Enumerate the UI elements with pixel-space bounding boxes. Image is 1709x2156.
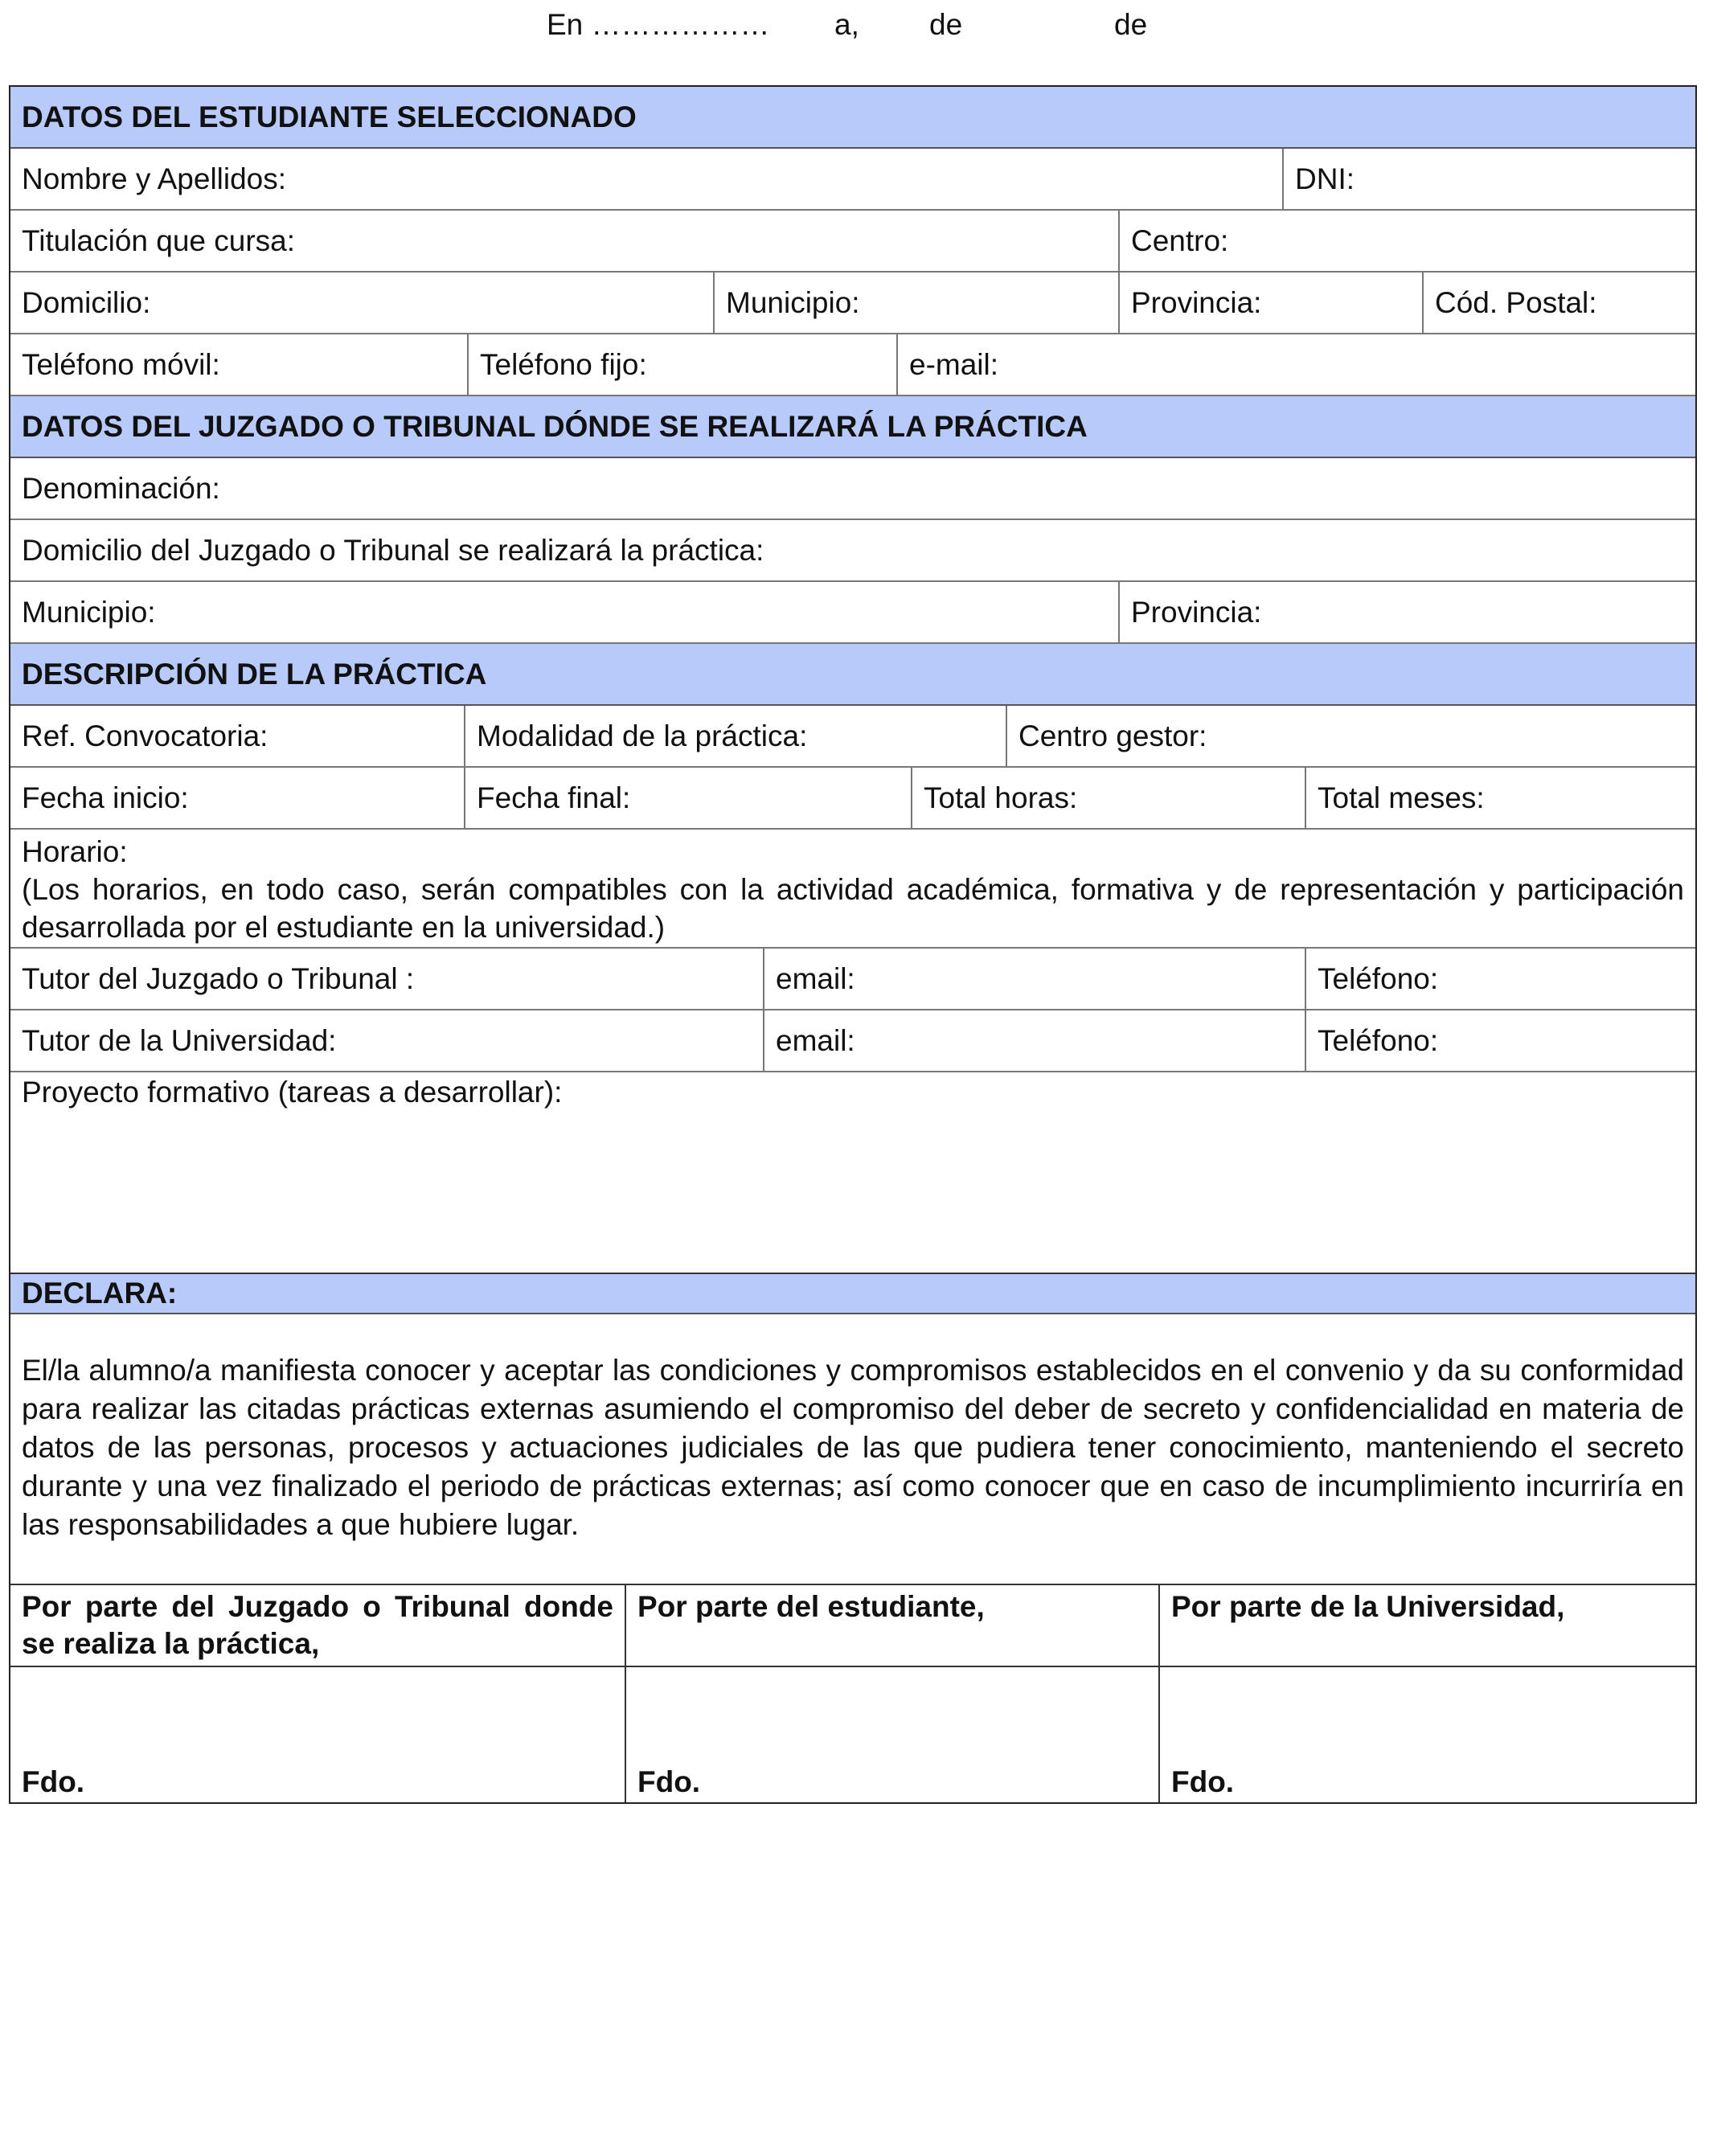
practice-modality-field[interactable]: Modalidad de la práctica: (465, 706, 1007, 766)
signature-header-row (10, 1585, 1695, 1667)
practice-project-label: Proyecto formativo (tareas a desarrollar): (22, 1076, 563, 1109)
practice-schedule-field[interactable] (10, 830, 1695, 949)
practice-schedule-label: Horario: (22, 835, 128, 868)
signature-student-box[interactable] (626, 1667, 1160, 1802)
student-dni-field[interactable]: DNI: (1295, 162, 1354, 195)
student-center-field[interactable]: Centro: (1131, 223, 1229, 257)
uni-tutor-field[interactable]: Tutor de la Universidad: (10, 1010, 764, 1071)
signature-court-fdo: Fdo. (22, 1765, 85, 1798)
signature-student-fdo: Fdo. (637, 1765, 701, 1798)
court-municipality-field[interactable]: Municipio: (10, 582, 1120, 642)
signature-university-title: Por parte de la Universidad, (1171, 1590, 1565, 1623)
uni-tutor-email-field[interactable]: email: (764, 1010, 1306, 1071)
court-address-field[interactable]: Domicilio del Juzgado o Tribunal se realizará la práctica: (22, 533, 764, 567)
student-address-field[interactable]: Domicilio: (10, 273, 715, 333)
declaration-block (10, 1314, 1695, 1585)
practice-start-field[interactable]: Fecha inicio: (10, 768, 465, 828)
uni-tutor-phone-field[interactable]: Teléfono: (1318, 1023, 1439, 1057)
student-row-degree (10, 211, 1695, 273)
section-student: DATOS DEL ESTUDIANTE SELECCIONADO (10, 87, 1695, 149)
practice-row-ref (10, 706, 1695, 768)
student-name-field[interactable]: Nombre y Apellidos: (10, 149, 1284, 209)
practice-hours-field[interactable]: Total horas: (912, 768, 1306, 828)
court-row-denomination (10, 458, 1695, 520)
signature-body-row (10, 1667, 1695, 1802)
section-declare: DECLARA: (10, 1274, 1695, 1314)
date-month-prep: de (929, 8, 963, 41)
court-row-address (10, 520, 1695, 582)
section-court: DATOS DEL JUZGADO O TRIBUNAL DÓNDE SE REALIZARÁ LA PRÁCTICA (10, 396, 1695, 458)
signature-university-box[interactable] (1160, 1667, 1695, 1802)
student-degree-field[interactable]: Titulación que cursa: (10, 211, 1120, 271)
student-mobile-field[interactable]: Teléfono móvil: (10, 334, 469, 395)
student-municipality-field[interactable]: Municipio: (715, 273, 1120, 333)
date-line (0, 0, 1709, 53)
practice-row-court-tutor (10, 949, 1695, 1010)
student-province-field[interactable]: Provincia: (1120, 273, 1424, 333)
date-day: a, (834, 8, 859, 41)
practice-months-field[interactable]: Total meses: (1318, 781, 1485, 814)
court-denomination-field[interactable]: Denominación: (22, 471, 220, 505)
practice-project-field[interactable] (10, 1072, 1695, 1274)
court-tutor-email-field[interactable]: email: (764, 949, 1306, 1009)
student-phone-field[interactable]: Teléfono fijo: (469, 334, 898, 395)
student-email-field[interactable]: e-mail: (909, 347, 999, 381)
signature-university-fdo: Fdo. (1171, 1765, 1235, 1798)
date-year-prep: de (1114, 8, 1148, 41)
date-place: En ……………… (547, 8, 770, 41)
practice-schedule-note: (Los horarios, en todo caso, serán compatibles con la actividad académica, formativa y de representación y participación desarrollada por el estudiante en la universidad.) (22, 873, 1684, 944)
student-row-address (10, 273, 1695, 334)
section-practice: DESCRIPCIÓN DE LA PRÁCTICA (10, 644, 1695, 706)
court-tutor-phone-field[interactable]: Teléfono: (1318, 961, 1439, 995)
court-tutor-field[interactable]: Tutor del Juzgado o Tribunal : (10, 949, 764, 1009)
internship-form (9, 85, 1697, 1804)
practice-manager-field[interactable]: Centro gestor: (1018, 719, 1207, 752)
signature-court-title: Por parte del Juzgado o Tribunal donde se realiza la práctica, (10, 1585, 626, 1666)
practice-end-field[interactable]: Fecha final: (465, 768, 912, 828)
signature-court-box[interactable] (10, 1667, 626, 1802)
court-row-location (10, 582, 1695, 644)
court-province-field[interactable]: Provincia: (1131, 595, 1262, 629)
student-postal-field[interactable]: Cód. Postal: (1435, 285, 1597, 319)
student-row-contact (10, 334, 1695, 396)
practice-row-dates (10, 768, 1695, 830)
practice-ref-field[interactable]: Ref. Convocatoria: (10, 706, 465, 766)
declaration-text: El/la alumno/a manifiesta conocer y aceptar las condiciones y compromisos establecidos en el convenio y da su conformidad para realizar las citadas prácticas externas asumiendo el compromiso del deber de secreto y confidencialidad en materia de datos de las personas, procesos y actuaciones judiciales de las que pudiera tener conocimiento, manteniendo el secreto durante y una vez finalizado el periodo de prácticas externas; así como conocer que en caso de incumplimiento incurriría en las responsabilidades a que hubiere lugar. (22, 1354, 1684, 1541)
practice-row-uni-tutor (10, 1010, 1695, 1072)
signature-student-title: Por parte del estudiante, (626, 1585, 1160, 1666)
student-row-name (10, 149, 1695, 211)
